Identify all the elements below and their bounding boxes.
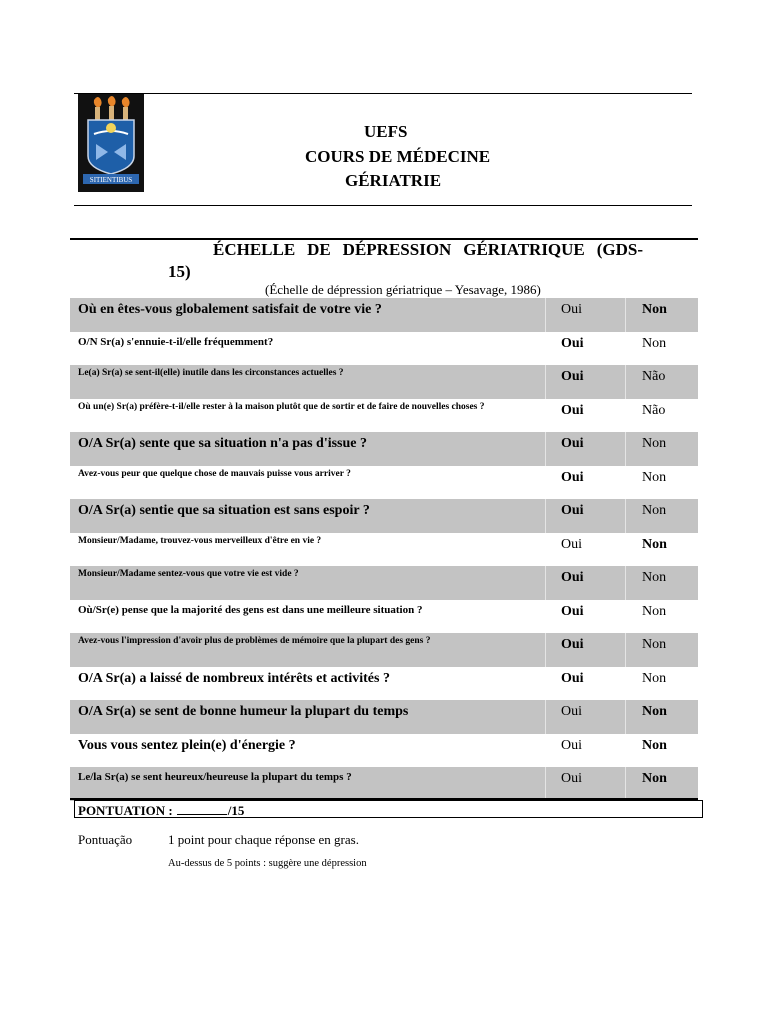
- scale-title-line1: [213, 240, 643, 260]
- title-word: (GDS-: [596, 240, 643, 259]
- title-word: DE: [307, 240, 331, 259]
- answer-no[interactable]: Non: [642, 302, 667, 317]
- answer-no[interactable]: Não: [642, 402, 666, 418]
- question-row: [70, 667, 698, 701]
- column-divider: [625, 566, 626, 600]
- question-row: [70, 432, 698, 466]
- uefs-logo: [78, 94, 144, 192]
- column-divider: [625, 767, 626, 801]
- department-name: GÉRIATRIE: [345, 171, 442, 190]
- answer-yes[interactable]: Oui: [561, 637, 584, 652]
- answer-no[interactable]: Non: [642, 704, 667, 719]
- question-text: O/N Sr(a) s'ennuie-t-il/elle fréquemment?: [78, 335, 274, 348]
- header-top-rule: [74, 93, 692, 94]
- answer-no[interactable]: Non: [642, 603, 667, 619]
- column-divider: [625, 365, 626, 399]
- question-text: Monsieur/Madame sentez-vous que votre vie est vide ?: [78, 569, 299, 579]
- answer-yes[interactable]: Oui: [561, 704, 582, 719]
- question-row: [70, 533, 698, 567]
- question-text: Le(a) Sr(a) se sent-il(elle) inutile dans les circonstances actuelles ?: [78, 368, 344, 378]
- answer-yes[interactable]: Oui: [561, 771, 582, 786]
- answer-yes[interactable]: Oui: [561, 737, 582, 753]
- answer-yes[interactable]: Oui: [561, 436, 584, 451]
- score-blank-field[interactable]: [177, 802, 227, 815]
- question-text: Avez-vous l'impression d'avoir plus de problèmes de mémoire que la plupart des gens ?: [78, 636, 431, 646]
- question-row: [70, 365, 698, 399]
- column-divider: [625, 499, 626, 533]
- answer-no[interactable]: Non: [642, 436, 667, 451]
- answer-yes[interactable]: Oui: [561, 302, 582, 317]
- question-text: O/A Sr(a) a laissé de nombreux intérêts et activités ?: [78, 670, 390, 686]
- answer-no[interactable]: Non: [642, 670, 667, 686]
- column-divider: [545, 566, 546, 600]
- question-text: O/A Sr(a) sentie que sa situation est sans espoir ?: [78, 503, 370, 518]
- question-row: [70, 767, 698, 801]
- title-word: DÉPRESSION: [342, 240, 452, 259]
- question-row: [70, 734, 698, 768]
- answer-no[interactable]: Non: [642, 503, 667, 518]
- torch-icon: [94, 96, 130, 121]
- scale-subtitle: (Échelle de dépression gériatrique – Yesavage, 1986): [265, 282, 541, 297]
- answer-yes[interactable]: Oui: [561, 503, 584, 518]
- answer-no[interactable]: Non: [642, 771, 667, 786]
- answer-no[interactable]: Non: [642, 469, 667, 485]
- answer-no[interactable]: Non: [642, 737, 667, 753]
- column-divider: [625, 298, 626, 332]
- question-text: Où/Sr(e) pense que la majorité des gens est dans une meilleure situation ?: [78, 603, 423, 616]
- logo-motto: SITIENTIBUS: [89, 176, 133, 184]
- column-divider: [545, 365, 546, 399]
- answer-yes[interactable]: Oui: [561, 369, 584, 384]
- answer-yes[interactable]: Oui: [561, 469, 584, 485]
- scoring-rule: 1 point pour chaque réponse en gras.: [168, 832, 359, 847]
- score-label-text: PONTUATION :: [78, 803, 173, 818]
- answer-yes[interactable]: Oui: [561, 402, 584, 418]
- header-bottom-rule: [74, 205, 692, 206]
- column-divider: [545, 432, 546, 466]
- question-row: [70, 700, 698, 734]
- question-text: O/A Sr(a) se sent de bonne humeur la plupart du temps: [78, 704, 409, 719]
- course-name: COURS DE MÉDECINE: [305, 147, 491, 166]
- answer-no[interactable]: Non: [642, 637, 667, 652]
- question-row: [70, 399, 698, 433]
- column-divider: [625, 432, 626, 466]
- question-text: Où en êtes-vous globalement satisfait de votre vie ?: [78, 302, 382, 317]
- question-row: [70, 332, 698, 366]
- title-word: ÉCHELLE: [213, 240, 296, 259]
- question-row: [70, 566, 698, 600]
- question-row: [70, 499, 698, 533]
- question-text: Vous vous sentez plein(e) d'énergie ?: [78, 737, 296, 753]
- answer-no[interactable]: Não: [642, 369, 666, 384]
- scoring-threshold: Au-dessus de 5 points : suggère une dépression: [168, 858, 367, 869]
- questions-table: [70, 298, 698, 801]
- score-max: /15: [227, 803, 245, 818]
- column-divider: [545, 499, 546, 533]
- answer-yes[interactable]: Oui: [561, 570, 584, 585]
- answer-yes[interactable]: Oui: [561, 335, 584, 351]
- question-text: Monsieur/Madame, trouvez-vous merveilleux d'être en vie ?: [78, 535, 322, 546]
- answer-yes[interactable]: Oui: [561, 670, 584, 686]
- column-divider: [545, 298, 546, 332]
- question-row: [70, 298, 698, 332]
- question-row: [70, 466, 698, 500]
- question-row: [70, 633, 698, 667]
- institution-name: UEFS: [364, 122, 408, 141]
- question-row: [70, 600, 698, 634]
- score-box: [74, 800, 703, 818]
- answer-yes[interactable]: Oui: [561, 536, 582, 552]
- title-word: GÉRIATRIQUE: [463, 240, 585, 259]
- question-text: O/A Sr(a) sente que sa situation n'a pas d'issue ?: [78, 436, 367, 451]
- answer-no[interactable]: Non: [642, 335, 667, 351]
- column-divider: [625, 700, 626, 734]
- column-divider: [545, 700, 546, 734]
- score-label: [78, 802, 244, 819]
- answer-no[interactable]: Non: [642, 536, 667, 552]
- question-text: Le/la Sr(a) se sent heureux/heureuse la plupart du temps ?: [78, 771, 352, 783]
- answer-no[interactable]: Non: [642, 570, 667, 585]
- column-divider: [545, 767, 546, 801]
- column-divider: [625, 633, 626, 667]
- scale-title-line2: 15): [168, 262, 191, 281]
- column-divider: [545, 633, 546, 667]
- question-text: Avez-vous peur que quelque chose de mauvais puisse vous arriver ?: [78, 468, 351, 479]
- answer-yes[interactable]: Oui: [561, 603, 584, 619]
- question-text: Où un(e) Sr(a) préfère-t-il/elle rester à la maison plutôt que de sortir et de faire de nouvelles choses ?: [78, 401, 485, 412]
- scoring-label: Pontuação: [78, 832, 133, 847]
